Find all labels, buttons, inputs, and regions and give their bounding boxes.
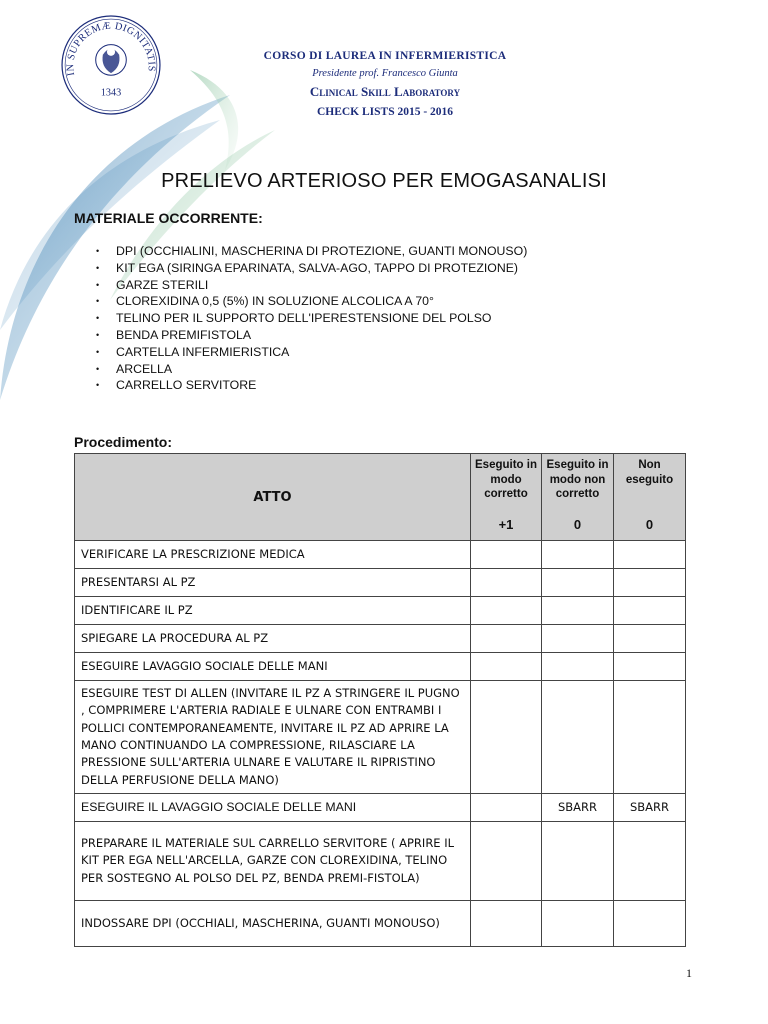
column-score: 0 [573,516,582,532]
check-cell-correct[interactable] [471,653,542,681]
check-cell-incorrect[interactable] [542,901,614,947]
check-cell-correct[interactable] [471,597,542,625]
table-header-row [75,454,686,541]
check-cell-not-done[interactable] [614,681,686,794]
page-title: PRELIEVO ARTERIOSO PER EMOGASANALISI [161,170,607,192]
lab-name: Clinical Skill Laboratory [309,84,461,99]
table-row [75,822,686,901]
check-cell-correct[interactable] [471,901,542,947]
check-cell-not-done[interactable] [614,625,686,653]
column-label: Eseguito in modo corretto [475,459,537,500]
step-text: SPIEGARE LA PROCEDURA AL PZ [75,625,471,653]
check-cell-incorrect[interactable]: SBARR [542,794,614,822]
list-item: • KIT EGA (SIRINGA EPARINATA, SALVA-AGO, TAPPO DI PROTEZIONE) [96,260,527,277]
check-cell-incorrect[interactable] [542,569,614,597]
check-cell-correct[interactable] [471,569,542,597]
list-item: • ARCELLA [96,361,527,378]
column-header-incorrect [542,454,614,541]
checklist-year: CHECK LISTS 2015 - 2016 [316,106,454,118]
check-cell-not-done[interactable] [614,569,686,597]
check-cell-not-done[interactable] [614,653,686,681]
page-number: 1 [686,966,692,980]
column-header-correct [471,454,542,541]
column-score: 0 [645,516,654,532]
check-cell-incorrect[interactable] [542,681,614,794]
step-text: INDOSSARE DPI (OCCHIALI, MASCHERINA, GUANTI MONOUSO) [75,901,471,947]
check-cell-correct[interactable] [471,822,542,901]
column-score: +1 [498,516,514,532]
column-label: Non eseguito [625,459,674,486]
check-cell-not-done[interactable]: SBARR [614,794,686,822]
materials-heading: MATERIALE OCCORRENTE: [74,210,263,226]
step-text: PREPARARE IL MATERIALE SUL CARRELLO SERVITORE ( APRIRE IL KIT PER EGA NELL'ARCELLA, GARZE CON CLOREXIDINA, TELINO PER SOSTEGNO AL POLSO DEL PZ, BENDA PREMI-FISTOLA) [75,822,471,901]
check-cell-incorrect[interactable] [542,653,614,681]
check-cell-not-done[interactable] [614,901,686,947]
check-cell-not-done[interactable] [614,597,686,625]
list-item: • DPI (OCCHIALINI, MASCHERINA DI PROTEZIONE, GUANTI MONOUSO) [96,243,527,260]
materials-list [96,243,527,394]
check-cell-incorrect[interactable] [542,822,614,901]
step-text: ESEGUIRE IL LAVAGGIO SOCIALE DELLE MANI [75,794,471,822]
procedure-table [74,453,686,947]
check-cell-not-done[interactable] [614,541,686,569]
procedure-heading: Procedimento: [74,434,173,450]
list-item: • GARZE STERILI [96,277,527,294]
table-row [75,541,686,569]
check-cell-incorrect[interactable] [542,597,614,625]
list-item: • BENDA PREMIFISTOLA [96,327,527,344]
column-label: Eseguito in modo non corretto [546,459,609,500]
table-row [75,901,686,947]
table-row [75,569,686,597]
step-text: ESEGUIRE LAVAGGIO SOCIALE DELLE MANI [75,653,471,681]
step-text: ESEGUIRE TEST DI ALLEN (INVITARE IL PZ A STRINGERE IL PUGNO , COMPRIMERE L'ARTERIA RADIALE E ULNARE CON ENTRAMBI I POLLICI CONTEMPORANEAMENTE, INVITARE IL PZ AD APRIRE LA MANO CONTINUANDO LA COMPRESSIONE, RILASCIARE LA PRESSIONE SULL'ARTERIA ULNARE E VALUTARE IL RIPRISTINO DELLA PERFUSIONE DELLA MANO) [75,681,471,794]
column-header-not-done [614,454,686,541]
check-cell-correct[interactable] [471,541,542,569]
course-name: CORSO DI LAUREA IN INFERMIERISTICA [263,50,507,62]
table-row [75,653,686,681]
table-row [75,681,686,794]
check-cell-correct[interactable] [471,794,542,822]
list-item: • CARRELLO SERVITORE [96,377,527,394]
check-cell-correct[interactable] [471,625,542,653]
step-text: VERIFICARE LA PRESCRIZIONE MEDICA [75,541,471,569]
table-row [75,625,686,653]
check-cell-correct[interactable] [471,681,542,794]
svg-text:1343: 1343 [100,87,122,99]
document-header [200,48,570,122]
university-seal [60,14,162,116]
check-cell-incorrect[interactable] [542,541,614,569]
check-cell-incorrect[interactable] [542,625,614,653]
column-header-act: ATTO [75,454,471,541]
step-text: PRESENTARSI AL PZ [75,569,471,597]
president-name: Presidente prof. Francesco Giunta [312,68,458,79]
svg-text:IN SUPREMÆ DIGNITATIS: IN SUPREMÆ DIGNITATIS [65,20,157,77]
list-item: • CLOREXIDINA 0,5 (5%) IN SOLUZIONE ALCOLICA A 70° [96,293,527,310]
check-cell-not-done[interactable] [614,822,686,901]
step-text: IDENTIFICARE IL PZ [75,597,471,625]
table-row [75,794,686,822]
table-row [75,597,686,625]
list-item: • CARTELLA INFERMIERISTICA [96,344,527,361]
list-item: • TELINO PER IL SUPPORTO DELL'IPERESTENSIONE DEL POLSO [96,310,527,327]
